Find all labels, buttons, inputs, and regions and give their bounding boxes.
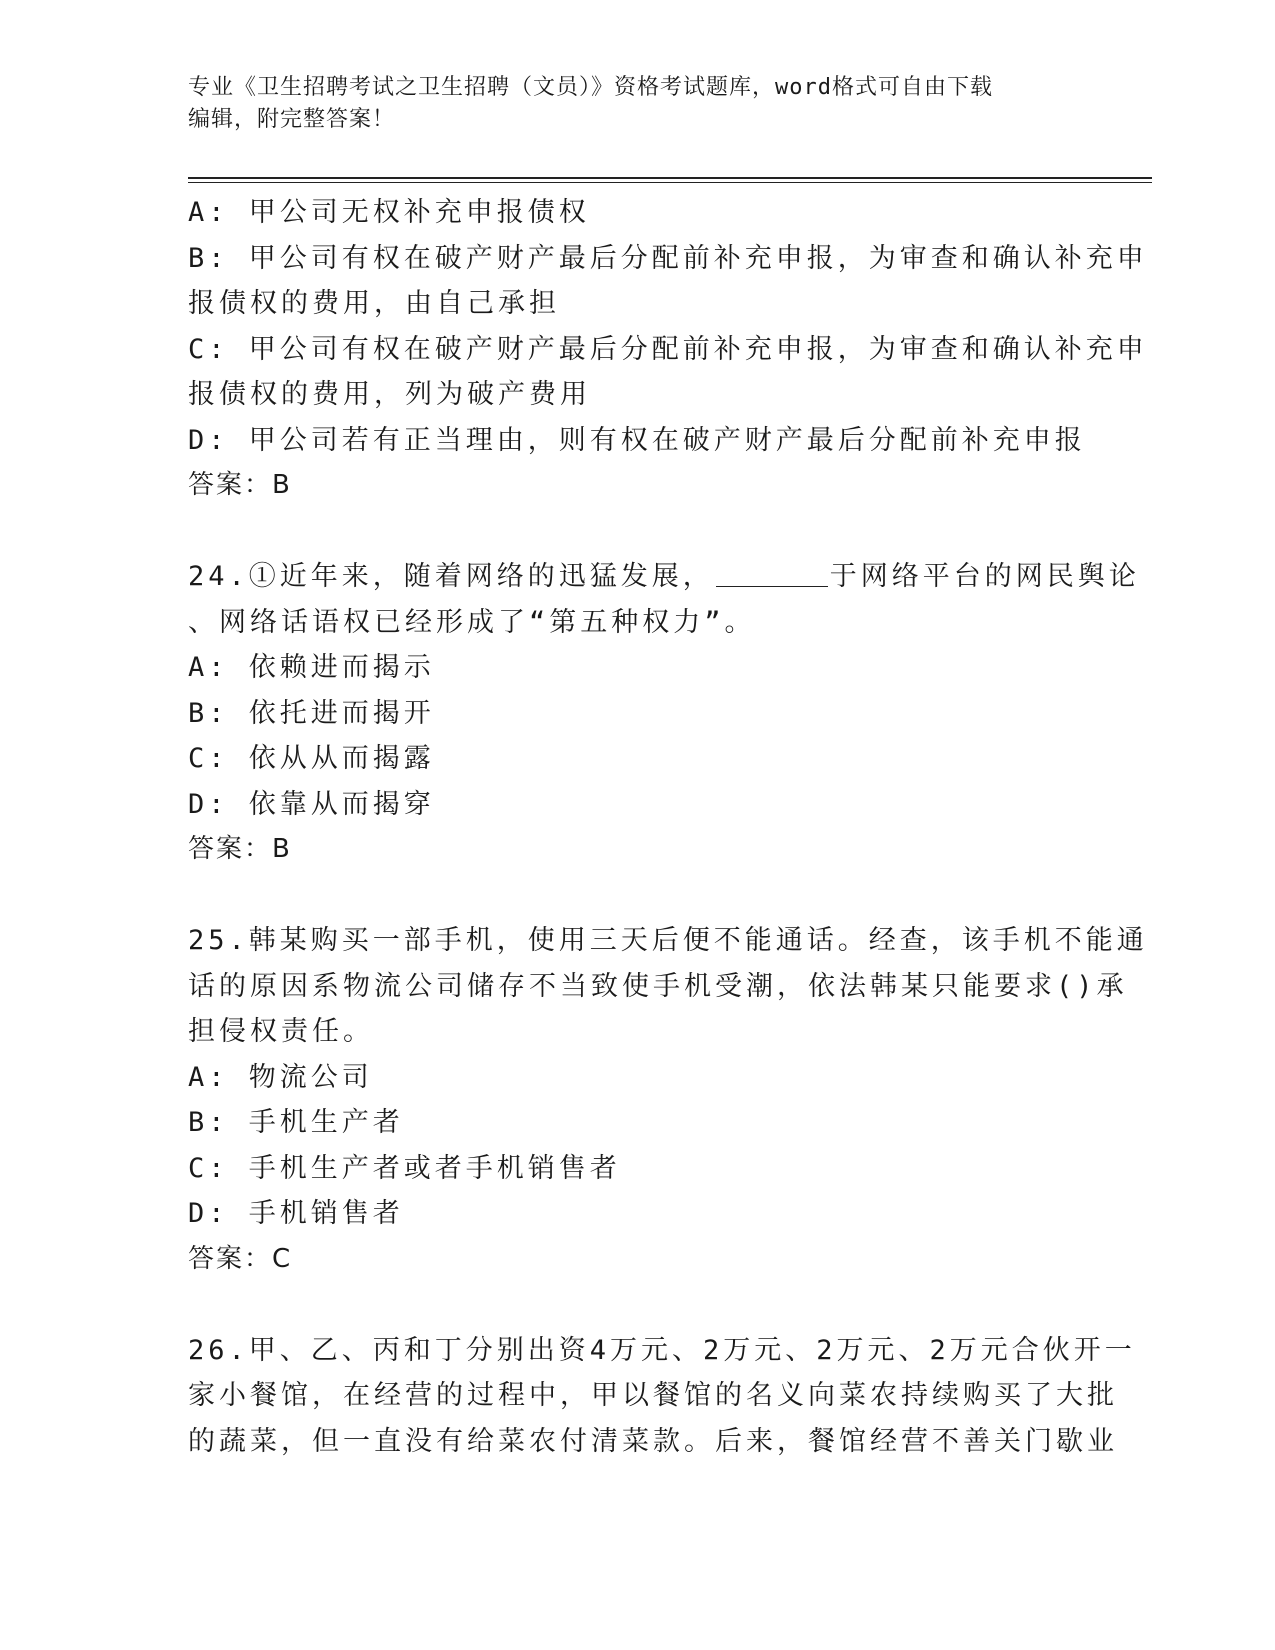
header-line-1: 专业《卫生招聘考试之卫生招聘（文员）》资格考试题库，word格式可自由下载 — [188, 75, 993, 100]
page-header — [188, 72, 1068, 136]
option-d: D: 甲公司若有正当理由，则有权在破产财产最后分配前补充申报 — [188, 424, 1086, 456]
option-b: B: 手机生产者 — [188, 1107, 404, 1138]
answer-label: 答案：B — [188, 470, 292, 500]
option-b-line-1: B: 甲公司有权在破产财产最后分配前补充申报，为审查和确认补充申 — [188, 242, 1148, 274]
option-c: C: 依从从而揭露 — [188, 743, 435, 774]
option-a: A: 依赖进而揭示 — [188, 652, 435, 683]
option-d: D: 依靠从而揭穿 — [188, 788, 435, 820]
option-a: A: 甲公司无权补充申报债权 — [188, 197, 590, 228]
question-stem-line-2: 、网络话语权已经形成了“第五种权力”。 — [188, 606, 756, 638]
question-24 — [188, 554, 1140, 873]
option-c-line-2: 报债权的费用，列为破产费用 — [188, 379, 591, 410]
option-a: A: 物流公司 — [188, 1061, 373, 1093]
answer-label: 答案：C — [188, 1243, 293, 1274]
question-stem-line-2: 话的原因系物流公司储存不当致使手机受潮，依法韩某只能要求()承 — [188, 970, 1128, 1002]
header-divider-thick — [188, 177, 1152, 179]
stem-text: 24.①近年来，随着网络的迅猛发展， — [188, 561, 714, 592]
option-b-line-2: 报债权的费用，由自己承担 — [188, 288, 560, 319]
spacer — [188, 873, 1088, 919]
fill-in-blank — [716, 556, 828, 587]
question-stem-line-1 — [188, 554, 1140, 600]
question-content — [188, 190, 1148, 1464]
question-stem-line-2: 家小餐馆，在经营的过程中，甲以餐馆的名义向菜农持续购买了大批 — [188, 1380, 1118, 1411]
stem-text: 于网络平台的网民舆论 — [829, 561, 1140, 592]
question-stem-line-1: 26.甲、乙、丙和丁分别出资4万元、2万元、2万元、2万元合伙开一 — [188, 1334, 1136, 1366]
option-b: B: 依托进而揭开 — [188, 697, 435, 729]
spacer — [188, 509, 1088, 555]
question-stem-line-1: 25.韩某购买一部手机，使用三天后便不能通话。经查，该手机不能通 — [188, 925, 1148, 956]
question-25 — [188, 918, 1148, 1282]
option-c: C: 手机生产者或者手机销售者 — [188, 1152, 621, 1184]
question-stem-line-3: 的蔬菜，但一直没有给菜农付清菜款。后来，餐馆经营不善关门歇业 — [188, 1425, 1118, 1457]
question-23-options — [188, 190, 1148, 509]
header-line-2: 编辑，附完整答案！ — [188, 107, 396, 132]
option-d: D: 手机销售者 — [188, 1198, 404, 1229]
option-c-line-1: C: 甲公司有权在破产财产最后分配前补充申报，为审查和确认补充申 — [188, 333, 1148, 365]
spacer — [188, 1282, 1088, 1328]
answer-label: 答案：B — [188, 834, 292, 864]
header-divider-thin — [188, 182, 1152, 183]
question-stem-line-3: 担侵权责任。 — [188, 1016, 374, 1047]
question-26 — [188, 1328, 1136, 1465]
